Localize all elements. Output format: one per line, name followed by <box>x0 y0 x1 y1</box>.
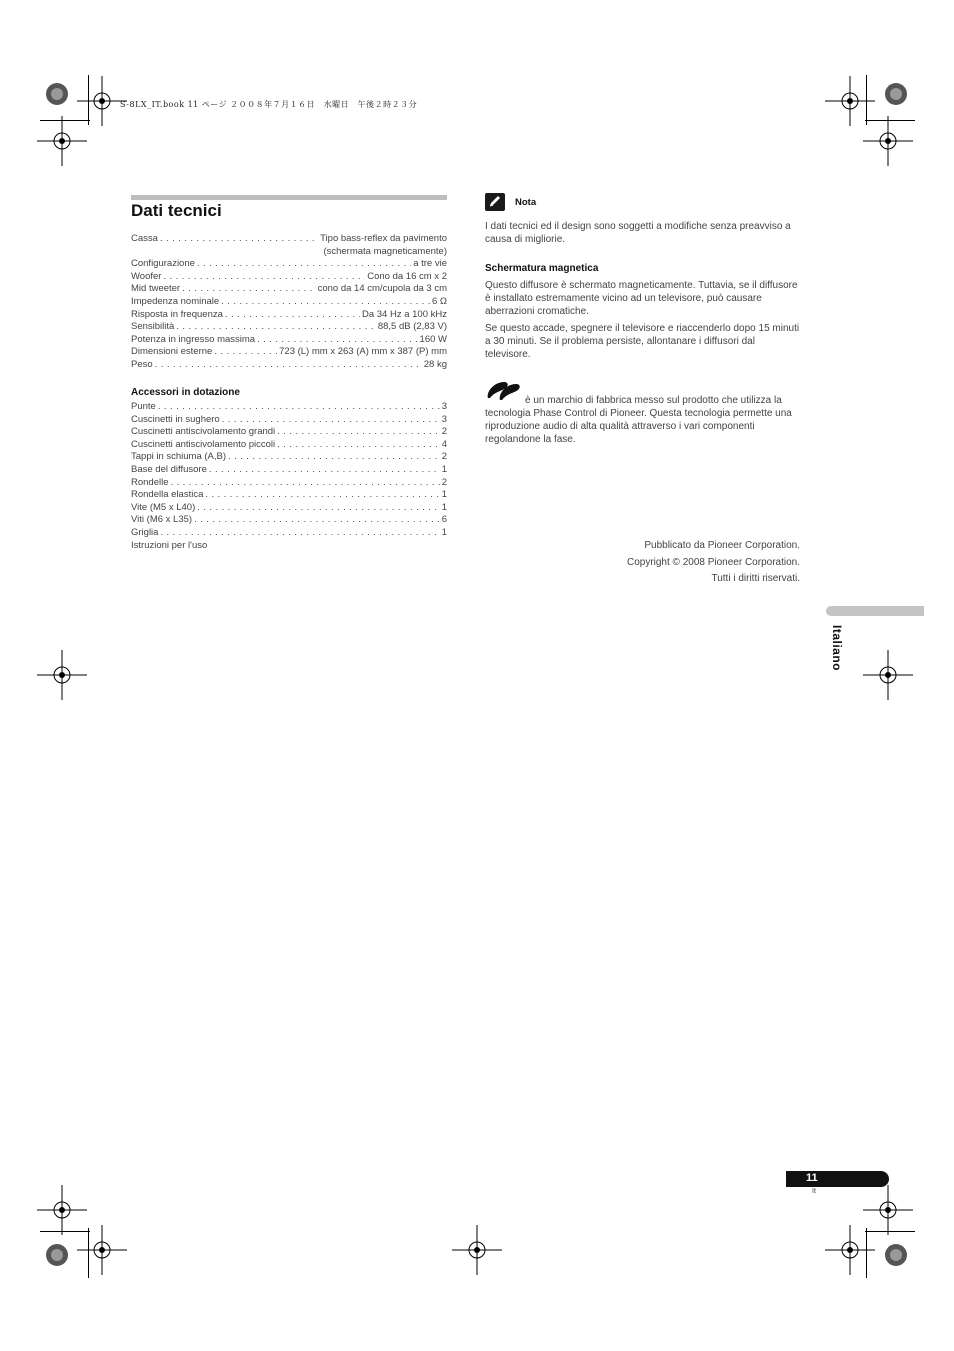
accessory-row: Istruzioni per l'uso <box>131 539 208 551</box>
note-label: Nota <box>515 197 537 208</box>
spec-row: Configurazione . . . a tre vie <box>131 258 447 271</box>
page-number-pill <box>786 1171 889 1187</box>
registration-target-icon <box>37 650 87 700</box>
magnetic-paragraph-2: Se questo accade, spegnere il televisore e riaccenderlo dopo 15 minuti a 30 minuti. Se il problema persiste, allontanare i diffusori dal televisore. <box>485 323 800 360</box>
accessory-row: Cuscinetti antiscivolamento piccoli . . . 4 <box>131 439 447 452</box>
spec-row: Risposta in frequenza . . . Da 34 Hz a 100 kHz <box>131 309 447 322</box>
color-target-icon <box>45 1243 69 1267</box>
spec-row-continuation: (schermata magneticamente) <box>323 245 447 257</box>
accessory-row: Cuscinetti antiscivolamento grandi . . . 2 <box>131 426 447 439</box>
spec-row: Peso . . . 28 kg <box>131 359 447 372</box>
print-header-note: S-8LX_IT.book 11 ページ ２００８年７月１６日 水曜日 午後２時２３分 <box>120 100 418 109</box>
spec-row: Woofer . . . Cono da 16 cm x 2 <box>131 271 447 284</box>
copyright-line: Copyright © 2008 Pioneer Corporation. <box>626 556 800 568</box>
accessories-list <box>131 401 447 552</box>
spec-row: Potenza in ingresso massima . . . 160 W <box>131 334 447 347</box>
publisher-block <box>560 538 800 588</box>
note-pencil-icon <box>485 193 505 211</box>
accessory-row: Rondella elastica . . . 1 <box>131 489 447 502</box>
spec-row: Mid tweeter . . . cono da 14 cm/cupola da 3 cm <box>131 283 447 296</box>
publisher-line: Pubblicato da Pioneer Corporation. <box>644 540 800 551</box>
accessory-row: Punte . . . 3 <box>131 401 447 414</box>
color-target-icon <box>45 82 69 106</box>
spec-row: Sensibilità . . . 88,5 dB (2,83 V) <box>131 321 447 334</box>
color-target-icon <box>884 82 908 106</box>
spec-row: Cassa . . . Tipo bass-reflex da pavimento <box>131 233 447 246</box>
accessory-row: Base del diffusore . . . 1 <box>131 464 447 477</box>
magnetic-heading: Schermatura magnetica <box>485 263 599 274</box>
section-title: Dati tecnici <box>131 201 222 220</box>
accessory-row: Rondelle . . . 2 <box>131 477 447 490</box>
spec-row: Dimensioni esterne . . . 723 (L) mm x 263 (A) mm x 387 (P) mm <box>131 346 447 359</box>
accessories-heading: Accessori in dotazione <box>131 387 240 398</box>
accessory-row: Viti (M6 x L35) . . . 6 <box>131 514 447 527</box>
spec-list <box>131 233 447 372</box>
registration-target-icon <box>863 116 913 166</box>
magnetic-paragraph-1: Questo diffusore è schermato magneticamente. Tuttavia, se il diffusore è installato estremamente vicino ad un televisore, può causare aberrazioni cromatiche. <box>485 280 798 317</box>
language-tab-bar <box>826 606 924 616</box>
note-text: I dati tecnici ed il design sono soggetti a modifiche senza preavviso a causa di migliorie. <box>485 221 791 245</box>
color-target-icon <box>884 1243 908 1267</box>
registration-target-icon <box>77 1225 127 1275</box>
registration-target-icon <box>452 1225 502 1275</box>
language-tab-label: Italiano <box>830 625 844 672</box>
accessory-row: Cuscinetti in sughero . . . 3 <box>131 414 447 427</box>
registration-target-icon <box>863 1185 913 1235</box>
accessory-row: Griglia . . . 1 <box>131 527 447 540</box>
accessory-row: Vite (M5 x L40) . . . 1 <box>131 502 447 515</box>
phase-control-text: è un marchio di fabbrica messo sul prodotto che utilizza la tecnologia Phase Control di Pioneer. Questa tecnologia permette una riproduzione audio di alta qualità attraverso i vari componenti regolandone la fase. <box>485 395 792 445</box>
page-language-code: It <box>812 1188 816 1195</box>
accessory-row: Tappi in schiuma (A,B) . . . 2 <box>131 451 447 464</box>
magnetic-section <box>485 262 801 365</box>
registration-target-icon <box>37 116 87 166</box>
rights-line: Tutti i diritti riservati. <box>711 573 800 584</box>
title-rule <box>131 195 447 200</box>
registration-target-icon <box>863 650 913 700</box>
spec-row: Impedenza nominale . . . 6 Ω <box>131 296 447 309</box>
page-number: 11 <box>806 1172 818 1184</box>
